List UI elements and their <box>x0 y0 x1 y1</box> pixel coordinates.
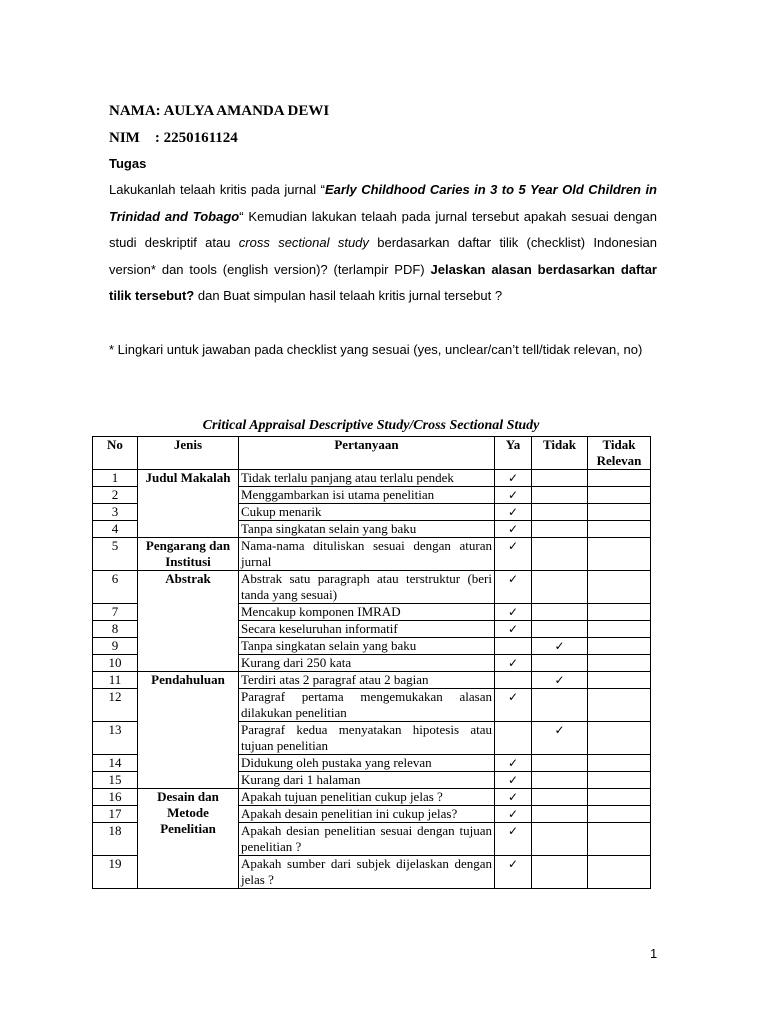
answer-tidak-relevan-cell <box>588 823 651 856</box>
question-cell: Abstrak satu paragraph atau terstruktur (beri tanda yang sesuai) <box>239 571 495 604</box>
answer-tidak-cell <box>532 856 588 889</box>
assignment-paragraph <box>109 177 657 310</box>
check-icon: ✓ <box>507 572 519 586</box>
answer-ya-cell <box>495 621 532 638</box>
check-icon: ✓ <box>554 673 565 687</box>
table-row <box>93 672 651 689</box>
answer-tidak-cell <box>532 504 588 521</box>
answer-tidak-cell <box>532 789 588 806</box>
answer-tidak-cell <box>532 755 588 772</box>
answer-tidak-cell <box>532 571 588 604</box>
question-cell: Terdiri atas 2 paragraf atau 2 bagian <box>239 672 495 689</box>
category-cell: Abstrak <box>138 571 239 672</box>
answer-ya-cell <box>495 722 532 755</box>
row-number: 3 <box>93 504 138 521</box>
category-cell: Pendahuluan <box>138 672 239 789</box>
check-icon: ✓ <box>507 690 519 704</box>
check-icon: ✓ <box>507 773 519 787</box>
check-icon: ✓ <box>507 790 519 804</box>
check-icon: ✓ <box>507 471 519 485</box>
answer-tidak-cell <box>532 655 588 672</box>
question-cell: Apakah desian penelitian sesuai dengan tujuan penelitian ? <box>239 823 495 856</box>
answer-tidak-cell <box>532 487 588 504</box>
answer-ya-cell <box>495 755 532 772</box>
answer-tidak-relevan-cell <box>588 538 651 571</box>
question-cell: Tanpa singkatan selain yang baku <box>239 638 495 655</box>
check-icon: ✓ <box>554 639 565 653</box>
answer-tidak-cell <box>532 823 588 856</box>
check-icon: ✓ <box>507 656 519 670</box>
answer-ya-cell <box>495 487 532 504</box>
emphasis-question: Jelaskan alasan berdasarkan daftar tilik tersebut? <box>109 261 657 304</box>
answer-tidak-cell <box>532 722 588 755</box>
question-cell: Secara keseluruhan informatif <box>239 621 495 638</box>
answer-tidak-cell <box>532 521 588 538</box>
question-cell: Didukung oleh pustaka yang relevan <box>239 755 495 772</box>
check-icon: ✓ <box>507 857 519 871</box>
header-no: No <box>93 437 138 470</box>
check-icon: ✓ <box>554 723 565 737</box>
answer-tidak-relevan-cell <box>588 571 651 604</box>
table-body <box>93 470 651 889</box>
row-number: 2 <box>93 487 138 504</box>
check-icon: ✓ <box>507 522 519 536</box>
category-cell: Judul Makalah <box>138 470 239 538</box>
table-row <box>93 571 651 604</box>
cross-sectional-term: cross sectional study <box>238 235 369 251</box>
row-number: 10 <box>93 655 138 672</box>
intro-text-3: berdasarkan daftar tilik (checklist) Indonesian version* dan tools (english version)? (terlampir PDF) <box>109 235 658 277</box>
category-cell: Pengarang dan Institusi <box>138 538 239 571</box>
answer-tidak-relevan-cell <box>588 521 651 538</box>
answer-ya-cell <box>495 655 532 672</box>
answer-tidak-relevan-cell <box>588 487 651 504</box>
critical-appraisal-table <box>92 436 651 889</box>
row-number: 16 <box>93 789 138 806</box>
answer-tidak-relevan-cell <box>588 655 651 672</box>
answer-tidak-cell <box>532 470 588 487</box>
page-number: 1 <box>650 946 658 961</box>
check-icon: ✓ <box>507 824 519 838</box>
row-number: 18 <box>93 823 138 856</box>
check-icon: ✓ <box>507 505 519 519</box>
answer-tidak-relevan-cell <box>588 638 651 655</box>
row-number: 8 <box>93 621 138 638</box>
answer-tidak-relevan-cell <box>588 722 651 755</box>
row-number: 14 <box>93 755 138 772</box>
row-number: 4 <box>93 521 138 538</box>
answer-tidak-relevan-cell <box>588 504 651 521</box>
row-number: 12 <box>93 689 138 722</box>
table-row <box>93 538 651 571</box>
question-cell: Cukup menarik <box>239 504 495 521</box>
question-cell: Apakah sumber dari subjek dijelaskan dengan jelas ? <box>239 856 495 889</box>
checklist-note: * Lingkari untuk jawaban pada checklist yang sesuai (yes, unclear/can’t tell/tidak relevan, no) <box>109 342 643 357</box>
intro-text-4: dan Buat simpulan hasil telaah kritis jurnal tersebut ? <box>194 288 503 304</box>
answer-ya-cell <box>495 470 532 487</box>
answer-tidak-cell <box>532 772 588 789</box>
question-cell: Apakah desain penelitian ini cukup jelas? <box>239 806 495 823</box>
question-cell: Paragraf kedua menyatakan hipotesis atau tujuan penelitian <box>239 722 495 755</box>
header-jenis: Jenis <box>138 437 239 470</box>
category-cell: Desain dan Metode Penelitian <box>138 789 239 889</box>
check-icon: ✓ <box>507 605 519 619</box>
row-number: 19 <box>93 856 138 889</box>
header-tidak: Tidak <box>532 437 588 470</box>
question-cell: Menggambarkan isi utama penelitian <box>239 487 495 504</box>
answer-tidak-cell <box>532 689 588 722</box>
row-number: 15 <box>93 772 138 789</box>
answer-ya-cell <box>495 672 532 689</box>
answer-tidak-cell <box>532 638 588 655</box>
tugas-heading: Tugas <box>109 156 147 171</box>
check-icon: ✓ <box>507 622 519 636</box>
answer-ya-cell <box>495 823 532 856</box>
answer-ya-cell <box>495 504 532 521</box>
answer-tidak-relevan-cell <box>588 856 651 889</box>
student-name: NAMA: AULYA AMANDA DEWI <box>109 103 330 119</box>
answer-tidak-cell <box>532 672 588 689</box>
answer-ya-cell <box>495 638 532 655</box>
question-cell: Kurang dari 250 kata <box>239 655 495 672</box>
row-number: 9 <box>93 638 138 655</box>
row-number: 7 <box>93 604 138 621</box>
answer-ya-cell <box>495 789 532 806</box>
student-nim: NIM : 2250161124 <box>109 130 238 146</box>
row-number: 5 <box>93 538 138 571</box>
answer-ya-cell <box>495 571 532 604</box>
check-icon: ✓ <box>507 539 519 553</box>
table-title: Critical Appraisal Descriptive Study/Cross Sectional Study <box>202 418 540 433</box>
header-pertanyaan: Pertanyaan <box>239 437 495 470</box>
question-cell: Mencakup komponen IMRAD <box>239 604 495 621</box>
check-icon: ✓ <box>507 488 519 502</box>
answer-tidak-relevan-cell <box>588 806 651 823</box>
check-icon: ✓ <box>507 807 519 821</box>
answer-tidak-relevan-cell <box>588 470 651 487</box>
header-tidak-relevan: Tidak Relevan <box>588 437 651 470</box>
answer-tidak-relevan-cell <box>588 604 651 621</box>
answer-ya-cell <box>495 521 532 538</box>
check-icon: ✓ <box>507 756 519 770</box>
question-cell: Paragraf pertama mengemukakan alasan dilakukan penelitian <box>239 689 495 722</box>
row-number: 17 <box>93 806 138 823</box>
question-cell: Apakah tujuan penelitian cukup jelas ? <box>239 789 495 806</box>
table-row <box>93 470 651 487</box>
answer-tidak-relevan-cell <box>588 672 651 689</box>
answer-ya-cell <box>495 856 532 889</box>
question-cell: Tanpa singkatan selain yang baku <box>239 521 495 538</box>
header-ya: Ya <box>495 437 532 470</box>
question-cell: Kurang dari 1 halaman <box>239 772 495 789</box>
answer-ya-cell <box>495 689 532 722</box>
answer-tidak-relevan-cell <box>588 621 651 638</box>
answer-ya-cell <box>495 538 532 571</box>
answer-tidak-cell <box>532 604 588 621</box>
answer-ya-cell <box>495 772 532 789</box>
answer-ya-cell <box>495 604 532 621</box>
row-number: 6 <box>93 571 138 604</box>
question-cell: Nama-nama dituliskan sesuai dengan aturan jurnal <box>239 538 495 571</box>
row-number: 13 <box>93 722 138 755</box>
answer-tidak-cell <box>532 621 588 638</box>
intro-text-2: “ Kemudian lakukan telaah pada jurnal tersebut apakah sesuai dengan studi deskriptif atau <box>109 208 657 251</box>
answer-tidak-relevan-cell <box>588 772 651 789</box>
table-row <box>93 789 651 806</box>
answer-tidak-relevan-cell <box>588 755 651 772</box>
intro-text-1: Lakukanlah telaah kritis pada jurnal “ <box>109 182 325 197</box>
answer-tidak-relevan-cell <box>588 689 651 722</box>
answer-tidak-cell <box>532 806 588 823</box>
table-header-row <box>93 437 651 470</box>
journal-title: Early Childhood Caries in 3 to 5 Year Old Children in Trinidad and Tobago <box>109 182 657 224</box>
answer-tidak-relevan-cell <box>588 789 651 806</box>
answer-ya-cell <box>495 806 532 823</box>
question-cell: Tidak terlalu panjang atau terlalu pendek <box>239 470 495 487</box>
row-number: 11 <box>93 672 138 689</box>
answer-tidak-cell <box>532 538 588 571</box>
row-number: 1 <box>93 470 138 487</box>
